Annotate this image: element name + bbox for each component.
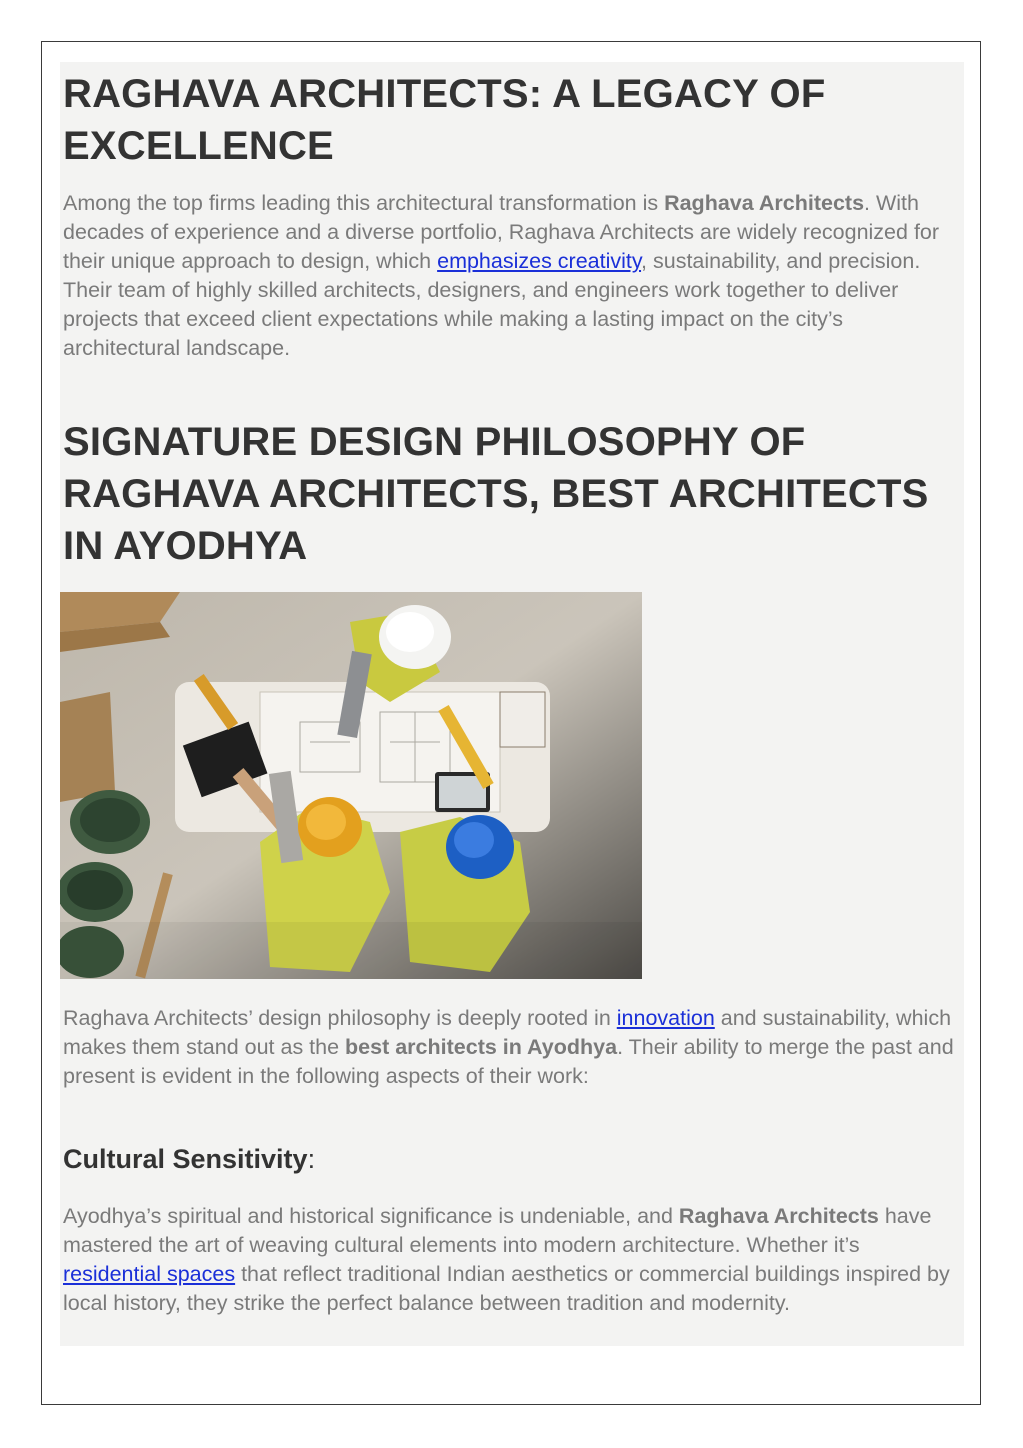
link-residential-spaces[interactable]: residential spaces [63,1262,236,1286]
link-emphasizes-creativity[interactable]: emphasizes creativity [437,249,642,273]
heading-line: RAGHAVA ARCHITECTS: A LEGACY OF [63,72,826,116]
subheading-colon: : [307,1144,316,1174]
section-heading-legacy [63,68,961,172]
bold-firm-name: Raghava Architects [678,1204,879,1228]
cultural-paragraph [63,1202,961,1318]
text: Ayodhya’s spiritual and historical significance is undeniable, and [63,1204,679,1228]
bold-best-architects: best architects in Ayodhya [345,1035,618,1059]
architects-illustration [60,592,642,979]
heading-line: RAGHAVA ARCHITECTS, BEST ARCHITECTS [63,472,929,516]
legacy-paragraph [63,189,961,363]
subheading-cultural-sensitivity [63,1142,961,1176]
architects-photo [60,592,642,979]
subheading-text: Cultural Sensitivity [63,1144,308,1174]
text: . With decades of experience and a diverse portfolio, Raghava Architects are widely recognized for their unique approach to design, which [63,191,940,273]
text: Raghava Architects’ design philosophy is deeply rooted in [63,1006,617,1030]
heading-line: SIGNATURE DESIGN PHILOSOPHY OF [63,420,806,464]
link-innovation[interactable]: innovation [616,1006,715,1030]
section-heading-philosophy [63,416,961,572]
text: Among the top firms leading this architectural transformation is [63,191,665,215]
text: and sustainability, which makes them stand out as the [63,1006,952,1059]
text: have mastered the art of weaving cultural elements into modern architecture. Whether it’s [63,1204,932,1257]
heading-line: EXCELLENCE [63,124,334,168]
heading-line: IN AYODHYA [63,524,308,568]
text: , sustainability, and precision. Their team of highly skilled architects, designers, and engineers work together to deliver projects that exceed client expectations while making a lasting impact on the city’s architectural landscape. [63,249,921,360]
text: that reflect traditional Indian aesthetics or commercial buildings inspired by local history, they strike the perfect balance between tradition and modernity. [63,1262,950,1315]
bold-firm-name: Raghava Architects [664,191,865,215]
philosophy-paragraph [63,1004,961,1091]
text: . Their ability to merge the past and present is evident in the following aspects of their work: [63,1035,954,1088]
